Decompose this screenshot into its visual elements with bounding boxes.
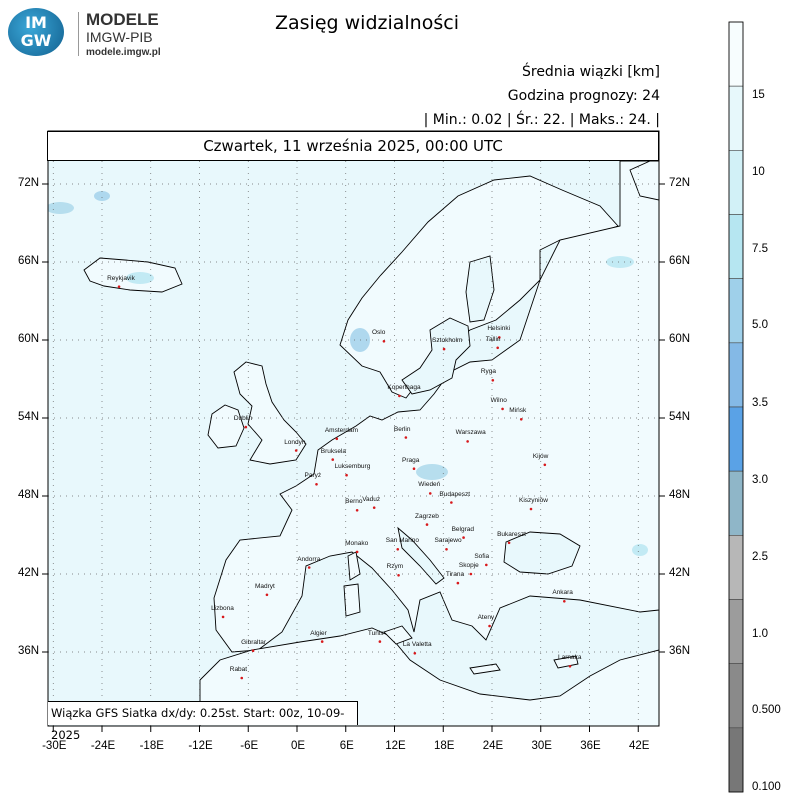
city-label: Tunis (367, 629, 384, 637)
city-label: Berno (345, 498, 363, 506)
city-label: Bruksela (320, 447, 347, 455)
lat-axis-label-right: 54N (669, 411, 691, 423)
footer-info: Wiązka GFS Siatka dx/dy: 0.25st. Start: 00z, 10-09-2025 (48, 701, 358, 725)
city-label: Tirana (445, 571, 465, 579)
colorbar-segment (729, 343, 743, 407)
city-marker (245, 426, 248, 429)
lon-axis-label: -6E (240, 740, 259, 752)
lat-axis-label-right: 36N (669, 645, 691, 657)
city-label: Zagrzeb (415, 512, 439, 520)
city-marker (462, 536, 465, 539)
colorbar-segment (729, 215, 743, 279)
lon-axis-label: 18E (434, 740, 455, 752)
colorbar (729, 22, 743, 792)
colorbar-segment (729, 86, 743, 150)
imgw-badge-icon: IM GW (8, 8, 64, 56)
city-marker (496, 347, 499, 350)
visibility-patch (94, 191, 110, 201)
city-marker (295, 449, 298, 452)
city-marker (398, 395, 401, 398)
lat-axis-label-right: 66N (669, 255, 691, 267)
valid-date-label: Czwartek, 11 września 2025, 00:00 UTC (47, 131, 659, 161)
lat-axis-label-left: 60N (18, 333, 40, 345)
city-marker (397, 574, 400, 577)
city-label: Paryż (304, 472, 322, 480)
city-label: Kijów (532, 452, 549, 460)
city-marker (345, 474, 348, 477)
lat-axis-label-left: 66N (18, 255, 40, 267)
lat-axis-label-right: 60N (669, 333, 691, 345)
city-marker (488, 625, 491, 628)
page-title: Zasięg widzialności (275, 12, 459, 34)
city-marker (470, 573, 473, 576)
colorbar-segment (729, 600, 743, 664)
city-marker (445, 548, 448, 551)
city-label: Sarajewo (434, 537, 462, 545)
city-marker (240, 677, 243, 680)
lat-axis-label-left: 36N (18, 645, 40, 657)
colorbar-segment (729, 535, 743, 599)
city-marker (383, 340, 386, 343)
city-label: Wilno (490, 396, 507, 404)
city-label: Sztokholm (432, 337, 463, 345)
colorbar-segment (729, 279, 743, 343)
city-label: Rabat (229, 666, 248, 673)
meta-line-stats: | Min.: 0.02 | Śr.: 22. | Maks.: 24. | (423, 112, 660, 128)
city-marker (426, 523, 429, 526)
city-label: Helsinki (487, 325, 511, 333)
visibility-patch (416, 464, 448, 480)
city-marker (544, 464, 547, 467)
lon-axis-label: 12E (385, 740, 406, 752)
lon-axis-label: -24E (90, 740, 116, 752)
lon-axis-label: 36E (580, 740, 601, 752)
city-marker (450, 501, 453, 504)
city-label: Sofia (474, 552, 490, 560)
city-marker (118, 285, 121, 288)
city-label: Dublin (233, 415, 253, 423)
city-label: Mińsk (509, 407, 527, 415)
colorbar-label: 15 (752, 89, 765, 101)
city-label: Andorra (297, 555, 321, 563)
city-label: Vaduz (362, 495, 381, 503)
logo-site: modele.imgw.pl (86, 47, 161, 58)
city-marker (413, 467, 416, 470)
lon-axis-label: -12E (188, 740, 213, 752)
city-label: Londyn (284, 438, 306, 446)
city-marker (429, 492, 432, 495)
city-marker (530, 508, 533, 511)
city-marker (321, 640, 324, 643)
city-marker (252, 649, 255, 652)
colorbar-label: 7.5 (752, 243, 768, 255)
city-marker (508, 542, 511, 545)
city-label: Luksemburg (334, 463, 371, 471)
city-label: Lizbona (211, 604, 234, 612)
city-marker (222, 616, 225, 619)
lat-axis-label-right: 72N (669, 177, 691, 189)
city-label: Kopenhaga (387, 383, 421, 391)
city-label: Berlin (393, 425, 411, 433)
colorbar-label: 10 (752, 166, 765, 178)
city-label: Budapeszt (439, 490, 471, 498)
colorbar-label: 3.5 (752, 397, 768, 409)
lon-axis-label: 42E (629, 740, 650, 752)
city-label: Tallin (485, 335, 501, 343)
logo-brand: MODELE (86, 10, 159, 29)
lat-axis-label-left: 48N (18, 489, 40, 501)
colorbar-segment (729, 728, 743, 792)
lat-axis-label-left: 54N (18, 411, 40, 423)
city-marker (466, 440, 469, 443)
city-marker (414, 652, 417, 655)
city-marker (501, 408, 504, 411)
city-label: Bukareszt (497, 530, 526, 538)
city-label: Ankara (552, 589, 573, 597)
colorbar-label: 1.0 (752, 628, 768, 640)
city-marker (373, 506, 376, 509)
city-marker (405, 436, 408, 439)
city-label: Oslo (371, 329, 386, 337)
logo-org: IMGW-PIB (86, 29, 153, 45)
lon-axis-label: 6E (339, 740, 354, 752)
city-marker (563, 600, 566, 603)
city-label: Amsterdam (324, 426, 359, 434)
city-marker (356, 551, 359, 554)
city-marker (569, 665, 572, 668)
visibility-patch (606, 256, 634, 268)
city-label: Larnaka (558, 654, 582, 662)
city-label: Belgrad (451, 525, 474, 533)
city-label: Gibraltar (241, 638, 267, 646)
city-marker (331, 458, 334, 461)
city-marker (485, 564, 488, 567)
lon-axis-label: 0E (290, 740, 306, 752)
city-marker (266, 594, 269, 597)
city-marker (443, 348, 446, 351)
city-marker (520, 418, 523, 421)
landmass-sardinia (344, 584, 360, 616)
city-label: La Valetta (402, 641, 432, 649)
city-label: Ryga (480, 368, 496, 376)
city-label: Algier (310, 629, 327, 637)
colorbar-label: 5.0 (752, 319, 768, 331)
city-label: Wiedeń (418, 481, 441, 489)
visibility-patch (46, 202, 74, 214)
city-label: Praga (402, 456, 420, 464)
meta-line-variable: Średnia wiązki [km] (521, 64, 660, 80)
colorbar-label: 0.100 (752, 781, 781, 793)
city-marker (396, 548, 399, 551)
visibility-patch (632, 544, 648, 556)
city-label: Warszawa (455, 429, 486, 437)
city-marker (379, 640, 382, 643)
lat-axis-label-left: 72N (18, 177, 40, 189)
colorbar-segment (729, 664, 743, 728)
colorbar-segment (729, 407, 743, 471)
lat-axis-label-left: 42N (18, 567, 40, 579)
lat-axis-label-right: 42N (669, 567, 691, 579)
city-label: Monako (345, 539, 369, 547)
lon-axis-label: -18E (139, 740, 164, 752)
colorbar-label: 3.0 (752, 474, 768, 486)
city-marker (356, 509, 359, 512)
lat-axis-label-right: 48N (669, 489, 691, 501)
city-label: San Marino (385, 537, 419, 545)
city-label: Kiszyniów (519, 497, 548, 504)
city-marker (308, 566, 311, 569)
colorbar-label: 0.500 (752, 704, 781, 716)
lon-axis-label: 24E (482, 740, 504, 752)
colorbar-segment (729, 471, 743, 535)
meta-line-forecast-hour: Godzina prognozy: 24 (507, 88, 660, 104)
colorbar-segment (729, 22, 743, 86)
colorbar-segment (729, 150, 743, 214)
colorbar-label: 2.5 (752, 551, 768, 563)
city-label: Reykjavik (107, 274, 135, 282)
lon-axis-label: -30E (42, 740, 67, 752)
city-label: Madryt (254, 582, 275, 590)
city-label: Rzym (386, 563, 404, 571)
city-label: Skopje (458, 562, 479, 569)
lon-axis-label: 30E (531, 740, 552, 752)
city-marker (336, 438, 339, 441)
city-label: Ateny (477, 614, 495, 621)
city-marker (315, 483, 318, 486)
city-marker (492, 379, 495, 382)
city-marker (457, 582, 460, 585)
